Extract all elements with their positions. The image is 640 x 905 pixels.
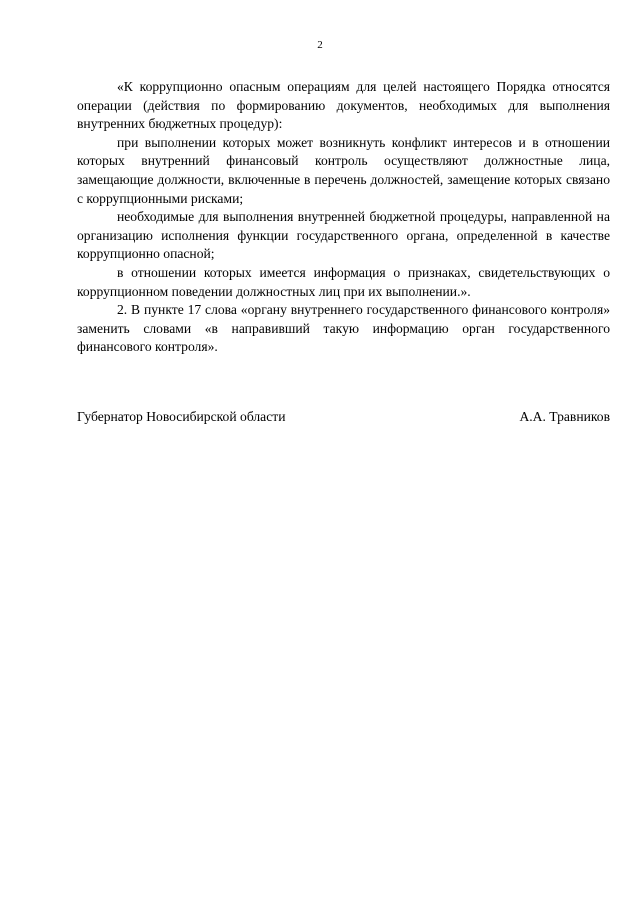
page-number: 2	[317, 39, 323, 51]
paragraph-conflict-of-interest: при выполнении которых может возникнуть конфликт интересов и в отношении которых внутренний финансовый контроль осуществляют должностные лица, замещающие должности, включенные в перечень должностей, замещение которых связано с коррупционными рисками;	[77, 134, 610, 206]
paragraph-item-2: 2. В пункте 17 слова «органу внутреннего государственного финансового контроля» заменить словами «в направивший такую информацию орган государственного финансового контроля».	[77, 302, 610, 355]
signatory-name: А.А. Травников	[519, 409, 610, 424]
paragraph-corruption-signs: в отношении которых имеется информация о признаках, свидетельствующих о коррупционном поведении должностных лиц при их выполнении.».	[77, 264, 610, 299]
document-body	[77, 78, 610, 357]
signature-block	[77, 408, 610, 426]
paragraph-budget-procedure: необходимые для выполнения внутренней бюджетной процедуры, направленной на организацию исполнения функции государственного органа, определенной в качестве коррупционно опасной;	[77, 209, 610, 262]
signatory-position: Губернатор Новосибирской области	[77, 409, 286, 424]
paragraph-definition: «К коррупционно опасным операциям для целей настоящего Порядка относятся операции (действия по формированию документов, необходимых для выполнения внутренних бюджетных процедур):	[77, 79, 610, 132]
